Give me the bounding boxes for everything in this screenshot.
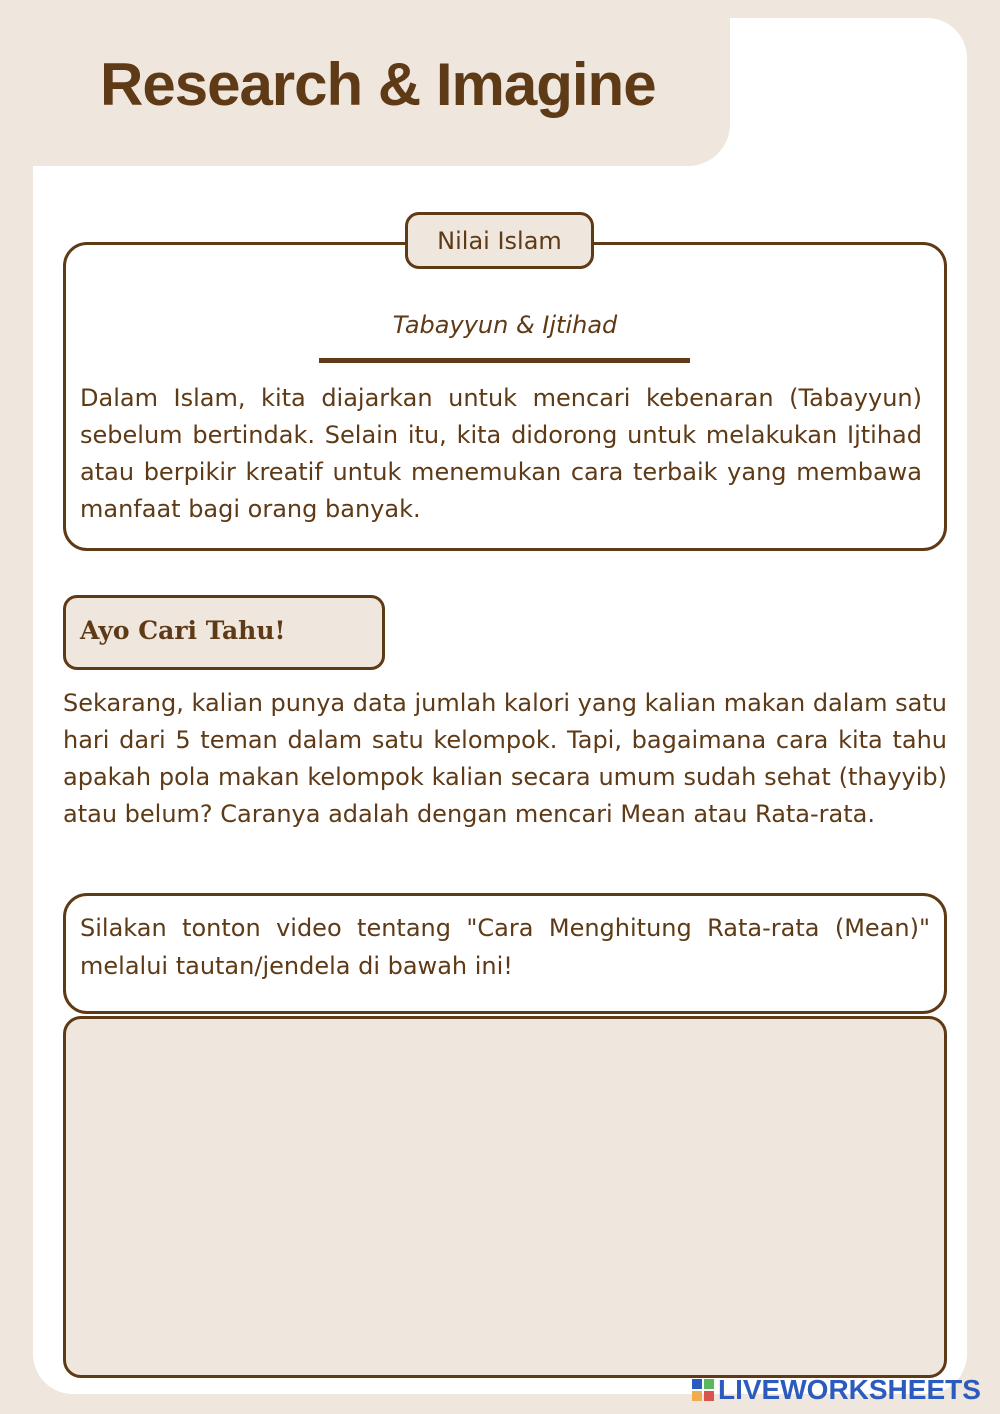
ayo-body-text: Sekarang, kalian punya data jumlah kalori yang kalian makan dalam satu hari dari 5 teman dalam satu kelompok. Tapi, bagaimana cara kita tahu apakah pola makan kelompok kalian secara umum sudah sehat (thayyib) atau belum? Caranya adalah dengan mencari Mean atau Rata-rata. [63,689,947,828]
ayo-cari-tahu-label: Ayo Cari Tahu! [80,616,286,645]
video-instruction-text: Silakan tonton video tentang "Cara Menghitung Rata-rata (Mean)" melalui tautan/jendela di bawah ini! [80,914,930,980]
logo-block-green [704,1379,714,1389]
divider [319,358,690,363]
ayo-cari-tahu-box [63,595,385,670]
nilai-islam-box [63,242,947,551]
video-embed-frame[interactable] [63,1016,947,1378]
logo-block-yellow [692,1391,702,1401]
liveworksheets-logo-text: LIVEWORKSHEETS [718,1374,981,1405]
logo-block-blue [692,1379,702,1389]
logo-block-red [704,1391,714,1401]
liveworksheets-logo-icon [692,1379,714,1401]
nilai-subtitle: Tabayyun & Ijtihad [392,311,618,339]
page-title: Research & Imagine [100,51,656,118]
liveworksheets-logo[interactable] [692,1372,981,1408]
nilai-text: Dalam Islam, kita diajarkan untuk mencari kebenaran (Tabayyun) sebelum bertindak. Selain itu, kita didorong untuk melakukan Ijtihad atau berpikir kreatif untuk menemukan cara terbaik yang membawa manfaat bagi orang banyak. [80,384,922,523]
nilai-islam-label: Nilai Islam [405,212,594,269]
video-instruction-box [63,893,947,1014]
